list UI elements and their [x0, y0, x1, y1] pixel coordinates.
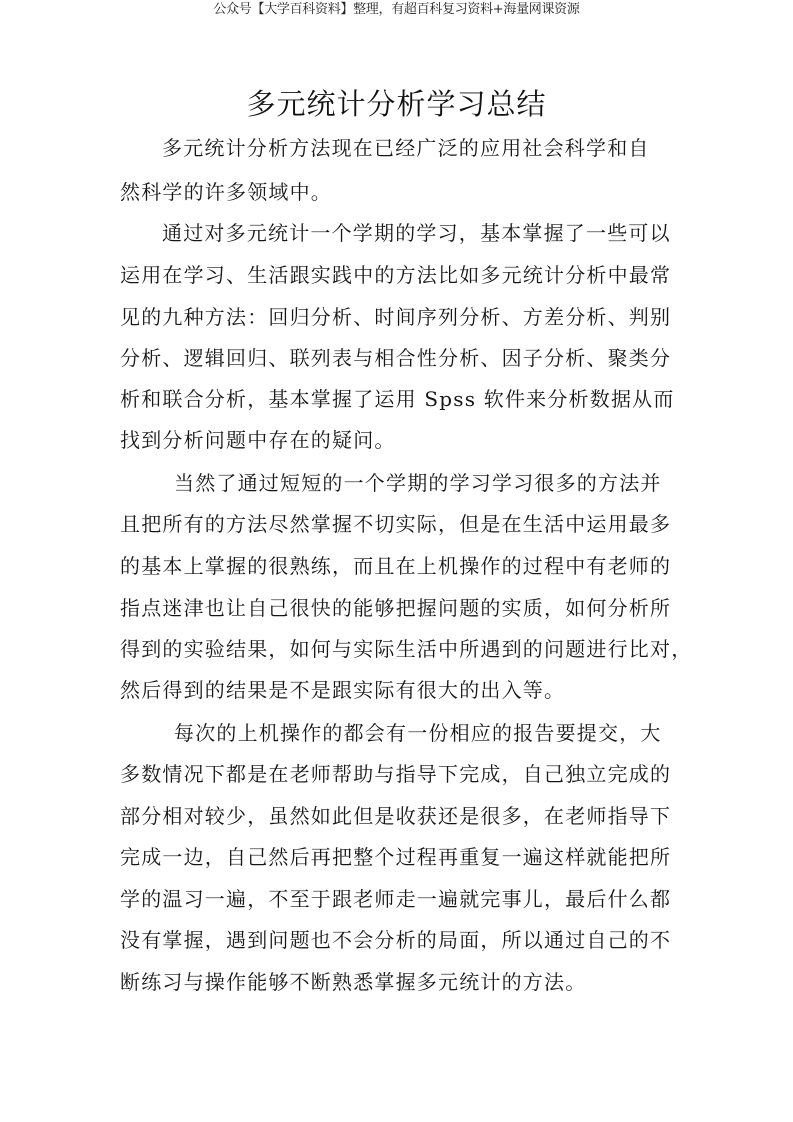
paragraph-line: 分析、逻辑回归、联列表与相合性分析、因子分析、聚类分 — [120, 346, 672, 370]
page-title: 多元统计分析学习总结 — [246, 87, 547, 121]
paragraph-line: 找到分析问题中存在的疑问。 — [120, 428, 396, 452]
header-note: 公众号【大学百科资料】整理，有超百科复习资料+海量网课资源 — [213, 2, 580, 17]
paragraph-line: 断练习与操作能够不断熟悉掌握多元统计的方法。 — [120, 970, 587, 994]
paragraph-line: 多数情况下都是在老师帮助与指导下完成，自己独立完成的 — [120, 762, 672, 786]
paragraph-line: 且把所有的方法尽然掌握不切实际，但是在生活中运用最多 — [120, 512, 672, 536]
paragraph-line: 学的温习一遍，不至于跟老师走一遍就完事儿，最后什么都 — [120, 887, 672, 911]
paragraph-line: 完成一边，自己然后再把整个过程再重复一遍这样就能把所 — [120, 845, 672, 869]
paragraph-line: 的基本上掌握的很熟练，而且在上机操作的过程中有老师的 — [120, 554, 672, 578]
paragraph-line: 指点迷津也让自己很快的能够把握问题的实质，如何分析所 — [120, 596, 672, 620]
paragraph-line: 部分相对较少，虽然如此但是收获还是很多，在老师指导下 — [120, 804, 672, 828]
paragraph-line: 每次的上机操作的都会有一份相应的报告要提交，大 — [174, 721, 662, 745]
paragraph-line: 当然了通过短短的一个学期的学习学习很多的方法并 — [174, 471, 662, 495]
paragraph-line: 没有掌握，遇到问题也不会分析的局面，所以通过自己的不 — [120, 928, 672, 952]
paragraph-line: 析和联合分析，基本掌握了运用 Spss 软件来分析数据从而 — [120, 387, 675, 411]
paragraph-line: 运用在学习、生活跟实践中的方法比如多元统计分析中最常 — [120, 263, 672, 287]
paragraph-line: 然科学的许多领域中。 — [120, 180, 332, 204]
paragraph-line: 通过对多元统计一个学期的学习，基本掌握了一些可以 — [162, 221, 671, 245]
paragraph-line: 然后得到的结果是不是跟实际有很大的出入等。 — [120, 678, 566, 702]
paragraph-line: 多元统计分析方法现在已经广泛的应用社会科学和自 — [162, 136, 650, 160]
paragraph-line: 见的九种方法：回归分析、时间序列分析、方差分析、判别 — [120, 305, 672, 329]
paragraph-line: 得到的实验结果，如何与实际生活中所遇到的问题进行比对， — [120, 637, 693, 661]
